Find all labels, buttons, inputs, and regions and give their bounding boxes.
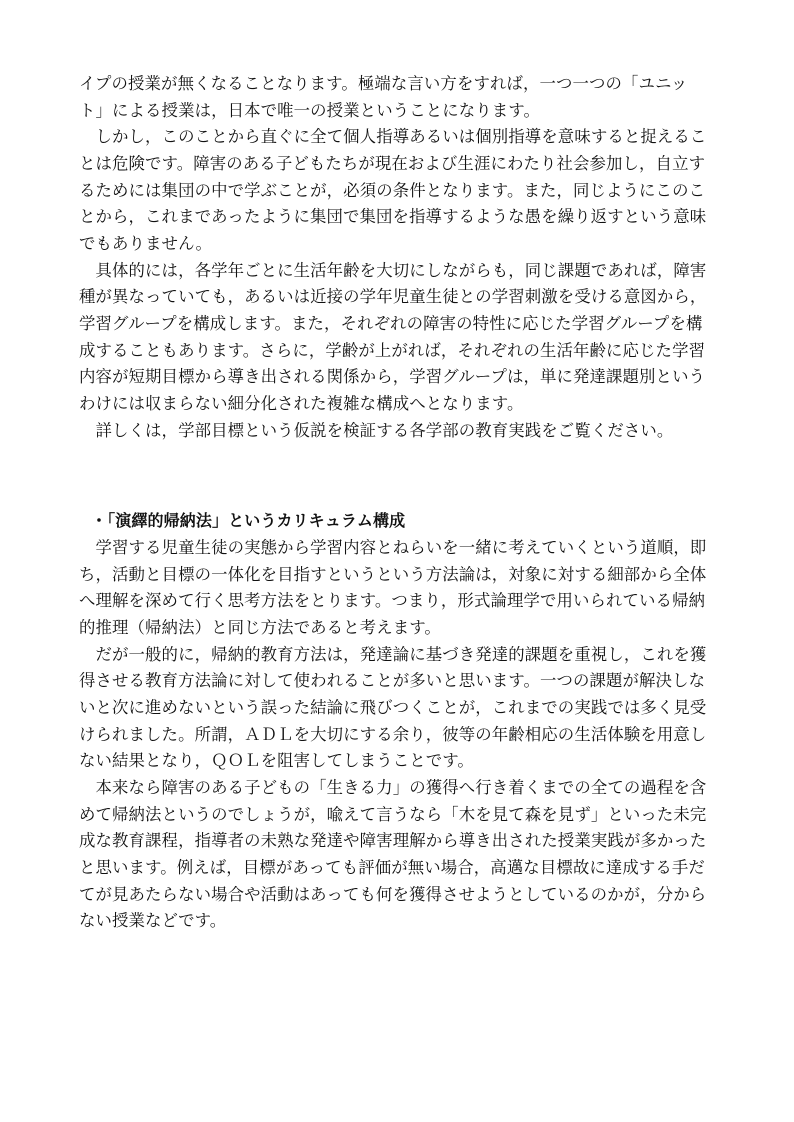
paragraph-line: と思います。例えば，目標があっても評価が無い場合，高邁な目標故に達成する手だ xyxy=(79,858,705,877)
paragraph-line: わけには収まらない細分化された複雑な構成へとなります。 xyxy=(79,394,524,413)
paragraph-line: とから，これまであったように集団で集団を指導するような愚を繰り返すという意味 xyxy=(79,207,707,226)
paragraph-line: ト」による授業は，日本で唯一の授業ということになります。 xyxy=(79,101,540,120)
paragraph-line: だが一般的に，帰納的教育方法は，発達論に基づき発達的課題を重視し，これを獲 xyxy=(79,645,707,664)
paragraph-line: 学習グループを構成します。また，それぞれの障害の特性に応じた学習グループを構 xyxy=(79,314,703,333)
paragraph-line: 具体的には，各学年ごとに生活年齢を大切にしながらも，同じ課題であれば，障害 xyxy=(79,261,707,280)
paragraph-line: 成な教育課程，指導者の未熟な発達や障害理解から導き出された授業実践が多かった xyxy=(79,831,707,850)
paragraph-line: ない結果となり，ＱＯＬを阻害してしまうことです。 xyxy=(79,751,474,770)
paragraph-line: てが見あたらない場合や活動はあっても何を獲得させようとしているのかが，分から xyxy=(79,885,707,904)
paragraph-line: 学習する児童生徒の実態から学習内容とねらいを一緒に考えていくという道順，即 xyxy=(79,538,707,557)
paragraph-line: けられました。所謂，ＡＤＬを大切にする余り，彼等の年齢相応の生活体験を用意し xyxy=(79,725,707,744)
paragraph-line: 得させる教育方法論に対して使われることが多いと思います。一つの課題が解決しな xyxy=(79,671,706,690)
paragraph-line: イプの授業が無くなることなります。極端な言い方をすれば，一つ一つの「ユニッ xyxy=(79,74,688,93)
paragraph-line: ち，活動と目標の一体化を目指すというという方法論は，対象に対する細部から全体 xyxy=(79,565,707,584)
paragraph-line: 内容が短期目標から導き出される関係から，学習グループは，単に発達課題別という xyxy=(79,367,706,386)
paragraph-line: めて帰納法というのでしょうが，喩えて言うなら「木を見て森を見ず」といった未完 xyxy=(79,805,707,824)
paragraph-line: ない授業などです。 xyxy=(79,911,227,930)
paragraph-line: いと次に進めないという誤った結論に飛びつくことが，これまでの実践では多く見受 xyxy=(79,698,707,717)
paragraph-line: 種が異なっていても，あるいは近接の学年児童生徒との学習刺激を受ける意図から， xyxy=(79,287,707,306)
paragraph-line: 成することもあります。さらに，学齢が上がれば，それぞれの生活年齢に応じた学習 xyxy=(79,341,706,360)
paragraph-line: 本来なら障害のある子どもの「生きる力」の獲得へ行き着くまでの全ての過程を含 xyxy=(79,778,707,797)
paragraph-line: でもありません。 xyxy=(79,234,213,253)
paragraph-line: 的推理（帰納法）と同じ方法であると考えます。 xyxy=(79,618,441,637)
paragraph-line: とは危険です。障害のある子どもたちが現在および生涯にわたり社会参加し，自立す xyxy=(79,154,706,173)
section-heading: ・「演繹的帰納法」というカリキュラム構成 xyxy=(91,511,406,530)
paragraph-line: へ理解を深めて行く思考方法をとります。つまり，形式論理学で用いられている帰納 xyxy=(79,591,706,610)
paragraph-line: 詳しくは，学部目標という仮説を検証する各学部の教育実践をご覧ください。 xyxy=(79,421,674,440)
paragraph-line: しかし，このことから直ぐに全て個人指導あるいは個別指導を意味すると捉えるこ xyxy=(79,127,707,146)
paragraph-line: るためには集団の中で学ぶことが，必須の条件となります。また，同じようにこのこ xyxy=(79,181,706,200)
